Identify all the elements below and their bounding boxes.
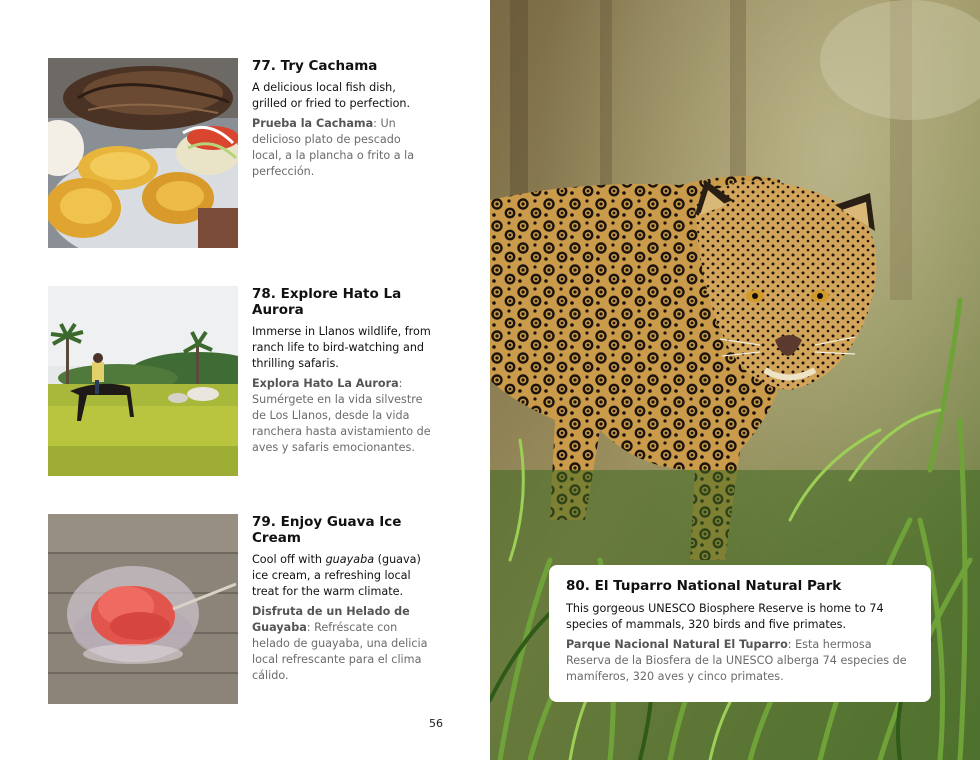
entry-text-en: Cool off with — [252, 553, 326, 566]
entry-title: 77. Try Cachama — [252, 58, 378, 74]
feature-description-es — [566, 637, 911, 685]
feature-card — [549, 565, 931, 702]
hato-la-aurora-photo — [48, 286, 238, 476]
entry-text-es: : Un delicioso plato de pescado local, a la plancha o frito a la perfección. — [252, 117, 415, 178]
entry-italic-term: guayaba — [325, 553, 375, 566]
feature-description-en: This gorgeous UNESCO Biosphere Reserve is home to 74 species of mammals, 320 birds and five primates. — [566, 602, 884, 631]
page-number: 56 — [429, 717, 443, 730]
entry-text-en: (guava) ice cream, a refreshing local treat for the warm climate. — [252, 553, 421, 598]
entry-title-es: Prueba la Cachama — [252, 117, 374, 130]
entry-description-es — [252, 604, 432, 684]
entry-title-es: Explora Hato La Aurora — [252, 377, 399, 390]
feature-text-es: : Esta hermosa Reserva de la Biosfera de la UNESCO alberga 74 especies de mamíferos, 320 aves y cinco primates. — [566, 638, 907, 683]
entry-title-es: Disfruta de un Helado de Guayaba — [252, 605, 410, 634]
entry-description-es — [252, 376, 432, 456]
cachama-photo — [48, 58, 238, 248]
feature-title: 80. El Tuparro National Natural Park — [566, 578, 842, 594]
guava-ice-cream-photo — [48, 514, 238, 704]
entry-title: 78. Explore Hato La Aurora — [252, 286, 402, 318]
entry-text-es: : Refréscate con helado de guayaba, una delicia local refrescante para el clima cálido. — [252, 621, 428, 682]
entry-title: 79. Enjoy Guava Ice Cream — [252, 514, 402, 546]
entry-text-es: : Sumérgete en la vida silvestre de Los Llanos, desde la vida ranchera hasta avistamiento de aves y safaris emocionantes. — [252, 377, 431, 454]
entry-description-en — [252, 552, 432, 600]
entry-description-en: Immerse in Llanos wildlife, from ranch life to bird-watching and thrilling safaris. — [252, 325, 431, 370]
entry-description-es — [252, 116, 432, 180]
right-page — [490, 0, 980, 760]
feature-title-es: Parque Nacional Natural El Tuparro — [566, 638, 788, 651]
entry-description-en: A delicious local fish dish, grilled or fried to perfection. — [252, 81, 411, 110]
